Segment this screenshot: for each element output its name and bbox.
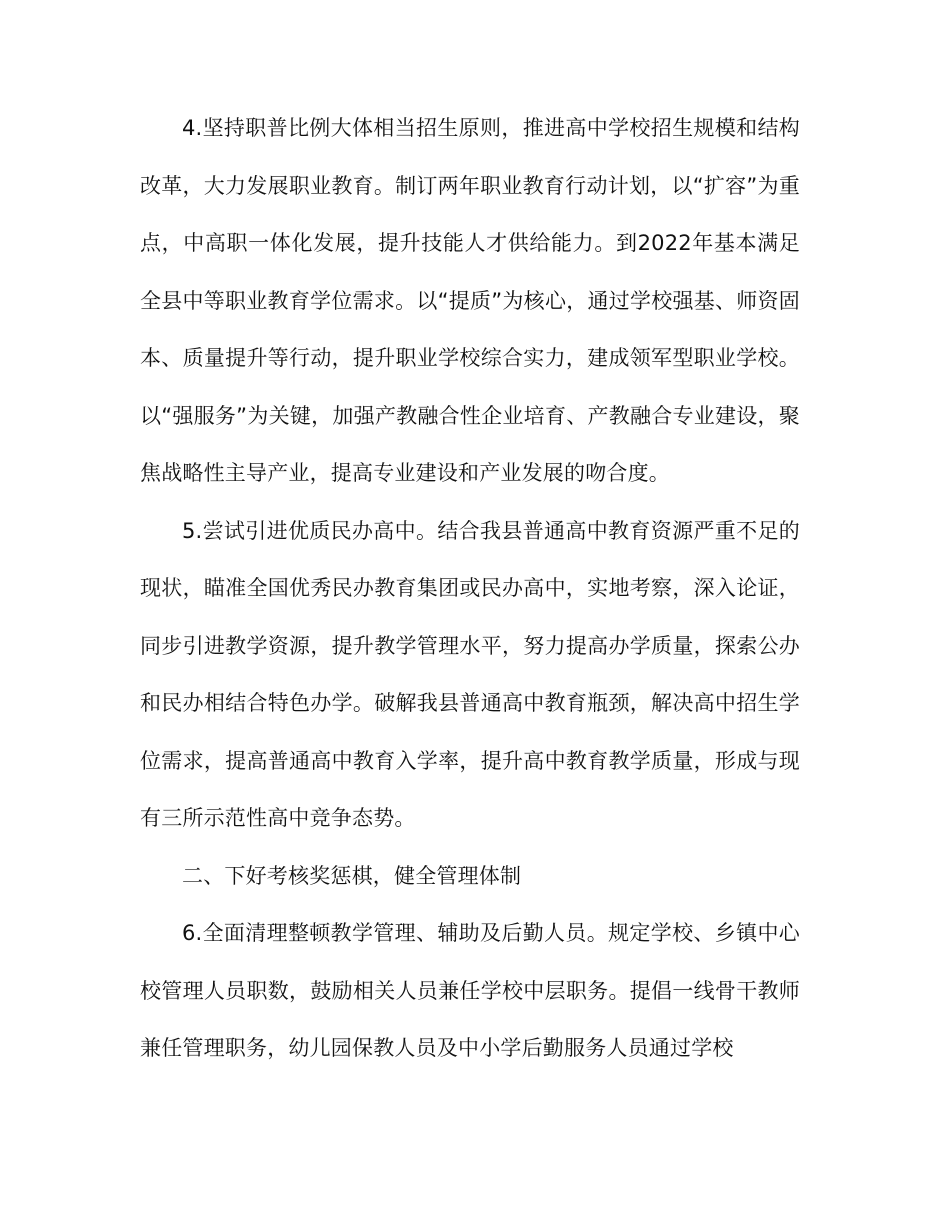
document-body	[140, 100, 800, 1078]
paragraph-vocational-education: 4.坚持职普比例大体相当招生原则，推进高中学校招生规模和结构改革，大力发展职业教育。制订两年职业教育行动计划，以“扩容”为重点，中高职一体化发展，提升技能人才供给能力。到2022年基本满足全县中等职业教育学位需求。以“提质”为核心，通过学校强基、师资固本、质量提升等行动，提升职业学校综合实力，建成领军型职业学校。以“强服务”为关键，加强产教融合性企业培育、产教融合专业建设，聚焦战略性主导产业，提高专业建设和产业发展的吻合度。	[140, 116, 800, 485]
section-heading: 二、下好考核奖惩棋，健全管理体制	[182, 863, 522, 888]
paragraph-staff-reorganization: 6.全面清理整顿教学管理、辅助及后勤人员。规定学校、乡镇中心校管理人员职数，鼓励相关人员兼任学校中层职务。提倡一线骨干教师兼任管理职务，幼儿园保教人员及中小学后勤服务人员通过学校	[140, 921, 800, 1060]
paragraph-private-high-school: 5.尝试引进优质民办高中。结合我县普通高中教育资源严重不足的现状，瞄准全国优秀民办教育集团或民办高中，实地考察，深入论证，同步引进教学资源，提升教学管理水平，努力提高办学质量，探索公办和民办相结合特色办学。破解我县普通高中教育瓶颈，解决高中招生学位需求，提高普通高中教育入学率，提升高中教育教学质量，形成与现有三所示范性高中竞争态势。	[140, 518, 800, 830]
